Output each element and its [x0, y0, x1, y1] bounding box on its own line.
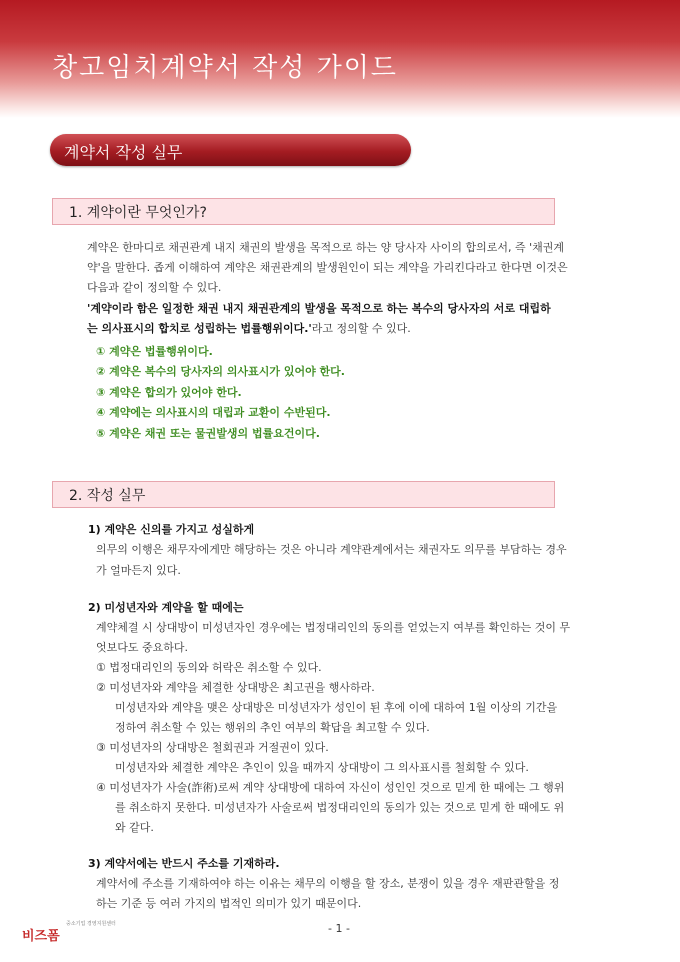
list-item: ③ 미성년자의 상대방은 철회권과 거절권이 있다. — [96, 741, 329, 754]
paragraph-line: 계약은 한마디로 채권관계 내지 채권의 발생을 목적으로 하는 양 당사자 사이의 합의로서, 즉 '채권계 — [87, 241, 565, 254]
paragraph-line: 의무의 이행은 채무자에게만 해당하는 것은 아니라 계약관계에서는 채권자도 의무를 부담하는 경우 — [96, 543, 567, 556]
definition-point: ④ 계약에는 의사표시의 대립과 교환이 수반된다. — [96, 406, 331, 419]
list-item: ① 법정대리인의 동의와 허락은 취소할 수 있다. — [96, 661, 322, 674]
paragraph-line: 하는 기준 등 여러 가지의 법적인 의미가 있기 때문이다. — [96, 897, 362, 910]
definition-line-2 — [87, 319, 411, 339]
list-item-detail: 와 같다. — [115, 821, 154, 834]
section-title-1: 1. 계약이란 무엇인가? — [69, 205, 207, 221]
definition-bold: 는 의사표시의 합치로 성립하는 법률행위이다.' — [87, 322, 312, 335]
definition-point: ⑤ 계약은 채권 또는 물권발생의 법률요건이다. — [96, 427, 320, 440]
definition-point: ② 계약은 복수의 당사자의 의사표시가 있어야 한다. — [96, 365, 345, 378]
definition-line: '계약이라 함은 일정한 채권 내지 채권관계의 발생을 목적으로 하는 복수의 당사자의 서로 대립하 — [87, 302, 551, 315]
subsection-heading-3: 3) 계약서에는 반드시 주소를 기재하라. — [88, 857, 280, 870]
definition-point: ③ 계약은 합의가 있어야 한다. — [96, 386, 242, 399]
section-heading-2 — [52, 481, 555, 508]
paragraph-line: 엇보다도 중요하다. — [96, 641, 189, 654]
page-title: 창고임치계약서 작성 가이드 — [52, 53, 398, 83]
paragraph-line: 다음과 같이 정의할 수 있다. — [87, 281, 222, 294]
subsection-heading-2: 2) 미성년자와 계약을 할 때에는 — [88, 601, 244, 614]
banner-label: 계약서 작성 실무 — [64, 143, 183, 162]
paragraph-line: 계약체결 시 상대방이 미성년자인 경우에는 법정대리인의 동의를 얻었는지 여부를 확인하는 것이 무 — [96, 621, 571, 634]
logo-tagline: 중소기업 경영지원센터 — [66, 921, 116, 927]
bizform-logo: 비즈폼 — [22, 929, 60, 944]
list-item-detail: 정하여 취소할 수 있는 행위의 추인 여부의 확답을 최고할 수 있다. — [115, 721, 430, 734]
section-banner — [50, 134, 411, 166]
page-header — [0, 0, 680, 118]
list-item: ④ 미성년자가 사술(詐術)로써 계약 상대방에 대하여 자신이 성인인 것으로 믿게 한 때에는 그 행위 — [96, 781, 565, 794]
list-item: ② 미성년자와 계약을 체결한 상대방은 최고권을 행사하라. — [96, 681, 375, 694]
page-number: - 1 - — [328, 922, 350, 935]
list-item-detail: 미성년자와 계약을 맺은 상대방은 미성년자가 성인이 된 후에 이에 대하여 1월 이상의 기간을 — [115, 701, 558, 714]
paragraph-line: 약'을 말한다. 좁게 이해하여 계약은 채권관계의 발생원인이 되는 계약을 가리킨다라고 한다면 이것은 — [87, 261, 568, 274]
paragraph-line: 계약서에 주소를 기재하여야 하는 이유는 채무의 이행을 할 장소, 분쟁이 있을 경우 재판관할을 정 — [96, 877, 560, 890]
section-title-2: 2. 작성 실무 — [69, 488, 146, 504]
definition-rest: 라고 정의할 수 있다. — [311, 322, 411, 335]
subsection-heading-1: 1) 계약은 신의를 가지고 성실하게 — [88, 523, 255, 536]
paragraph-line: 가 얼마든지 있다. — [96, 564, 181, 577]
section-heading-1 — [52, 198, 555, 225]
definition-point: ① 계약은 법률행위이다. — [96, 345, 213, 358]
list-item-detail: 미성년자와 체결한 계약은 추인이 있을 때까지 상대방이 그 의사표시를 철회할 수 있다. — [115, 761, 529, 774]
list-item-detail: 를 취소하지 못한다. 미성년자가 사술로써 법정대리인의 동의가 있는 것으로 믿게 한 때에도 위 — [115, 801, 565, 814]
